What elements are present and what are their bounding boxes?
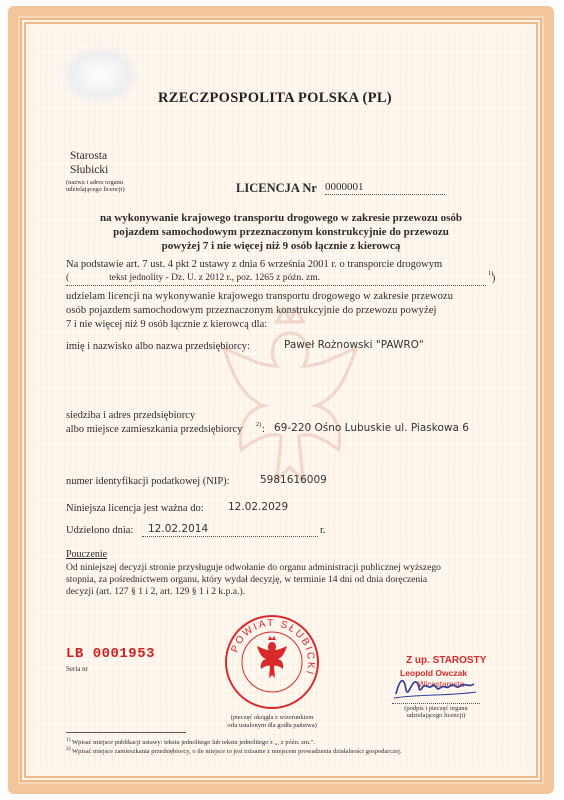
instruction-line1: Od niniejszej decyzji stronie przysługuje odwołanie do organu administracji publicznej wyższego bbox=[66, 562, 441, 573]
nip-value: 5981616009 bbox=[260, 474, 327, 486]
stamp-line3: Wicestarosta bbox=[418, 680, 465, 689]
signature-caption-line1: (podpis i pieczęć organu bbox=[404, 705, 468, 712]
series-number: LB 0001953 bbox=[66, 646, 156, 662]
valid-label: Niniejsza licencja jest ważna do: bbox=[66, 503, 204, 514]
grant-line1: udzielam licencji na wykonywanie krajowego transportu drogowego w zakresie przewozu bbox=[66, 291, 454, 302]
seal-text: POWIAT SŁUBICKI bbox=[229, 617, 317, 678]
licence-number bbox=[325, 181, 445, 195]
issued-label: Udzielono dnia: bbox=[66, 525, 134, 536]
valid-value: 12.02.2029 bbox=[228, 501, 289, 513]
basis-line1: Na podstawie art. 7 ust. 4 pkt 2 ustawy z dnia 6 września 2001 r. o transporcie drogowym bbox=[66, 259, 443, 270]
series-caption: Seria nr bbox=[66, 665, 88, 673]
instruction-title: Pouczenie bbox=[66, 549, 108, 560]
licence-document: RZECZPOSPOLITA POLSKA (PL) Starosta Słubicki (nazwa i adres organu udzielającego licencji) LICENCJA Nr 0000001 na wykonywanie krajowego transportu drogowego w zakresie przewozu osób pojazdem samochodowym przeznaczonym konstrukcyjnie do przewozu powyżej 7 i nie więcej niż 9 osób łącznie z kierowcą Na podstawie art. 7 ust. 4 pkt 2 ustawy z dnia 6 września 2001 r. o transporcie drogowym ( tekst jednolity - Dz. U. z 2012 r., poz. 1265 z późn. zm. 1) ) udzielam licencji na wykonywanie krajowego transportu drogowego w zakresie przewozu osób pojazdem samochodowym przeznaczonym konstrukcyjnie do przewozu powyżej 7 i nie więcej niż 9 osób łącznie z kierowcą dla: imię i nazwisko albo nazwa przedsiębiorcy: Paweł Rożnowski "PAWRO" siedziba i adres przedsiębiorcy albo miejsce zamieszkania przedsiębiorcy 2) : 69-220 Ośno Lubuskie ul. Piaskowa 6 numer identyfikacji podatkowej (NIP): 5981616009 Niniejsza licencja jest ważna do: 12.02.2029 Udzielono dnia: 12.02.2014 r. Pouczenie Od niniejszej decyzji stronie przysługuje odwołanie do organu administracji publicznej wyższego stopnia, za pośrednictwem organu, który wydał decyzję, w terminie 14 dni od dnia doręczenia decyzji (art. 127 § 1 i 2, art. 129 § 1 i 2 k.p.a.). LB 0001953 Seria nr POWIAT SŁUBICKI (pieczęć okrągła z wizerunkiem orła ustalonym dla godła państwa) Z up. STAROSTY Leopold Owczak Wicestarosta (podpis i pieczęć organu udzielającego licencji) $^{1)}$ Wpisać miejsce publikacji ustawy: tekstu jednolitego lub tekstu jednolitego z „, z późn. zm.". $^{2)}$ Wpisać miejsce zamieszkania przedsiębiorcy, o ile miejsce to jest tożsame z miejscem prowadzenia działalności gospodarczej. bbox=[0, 0, 564, 800]
footnote1-row: $^{1)}$ Wpisać miejsce publikacji ustawy: tekstu jednolitego lub tekstu jednolitego z „, z późn. zm.". bbox=[66, 737, 315, 747]
authority-caption-line1: (nazwa i adres organu bbox=[66, 179, 124, 186]
grant-line3: 7 i nie więcej niż 9 osób łącznie z kierowcą dla: bbox=[66, 319, 268, 330]
footnote-marker2: 2) bbox=[256, 421, 262, 428]
instruction-line3: decyzji (art. 127 § 1 i 2, art. 129 § 1 i 2 k.p.a.). bbox=[66, 586, 246, 597]
instruction-line2: stopnia, za pośrednictwem organu, który wydał decyzję, w terminie 14 dni od dnia doręczenia bbox=[66, 574, 428, 585]
seal-caption-line2: orła ustalonym dla godła państwa) bbox=[227, 722, 317, 729]
authority-caption-line2: udzielającego licencji) bbox=[66, 186, 125, 193]
signature-caption-line2: udzielającego licencji) bbox=[406, 712, 466, 719]
stamp-line1: Z up. STAROSTY bbox=[406, 655, 487, 666]
basis-line2-container: ( tekst jednolity - Dz. U. z 2012 r., poz. 1265 z późn. zm. bbox=[66, 272, 486, 286]
footnote-marker1: 1) bbox=[488, 270, 494, 277]
seat-value: 69-220 Ośno Lubuskie ul. Piaskowa 6 bbox=[274, 422, 469, 434]
subject-line1: na wykonywanie krajowego transportu drogowego w zakresie przewozu osób bbox=[100, 212, 462, 224]
document-heading: RZECZPOSPOLITA POLSKA (PL) bbox=[158, 90, 392, 106]
seat-label-line2: albo miejsce zamieszkania przedsiębiorcy bbox=[66, 424, 243, 435]
hologram-sticker bbox=[60, 45, 140, 105]
seal-caption-line1: (pieczęć okrągła z wizerunkiem bbox=[230, 714, 314, 721]
issued-suffix: r. bbox=[320, 525, 326, 536]
footnote1: Wpisać miejsce publikacji ustawy: tekstu jednolitego lub tekstu jednolitego z „, z późn. zm.". bbox=[72, 739, 315, 747]
licence-number-value: 0000001 bbox=[325, 181, 364, 193]
issued-date-field bbox=[142, 523, 318, 537]
round-seal-icon bbox=[222, 612, 322, 712]
name-value: Paweł Rożnowski "PAWRO" bbox=[284, 339, 424, 351]
authority-name-line2: Słubicki bbox=[70, 164, 109, 176]
subject-line2: pojazdem samochodowym przeznaczonym konstrukcyjnie do przewozu bbox=[113, 226, 449, 238]
seat-label-line1: siedziba i adres przedsiębiorcy bbox=[66, 410, 196, 421]
footnote2-row: $^{2)}$ Wpisać miejsce zamieszkania przedsiębiorcy, o ile miejsce to jest tożsame z miejscem prowadzenia działalności gospodarczej. bbox=[66, 746, 402, 756]
subject-line3: powyżej 7 i nie więcej niż 9 osób łącznie z kierowcą bbox=[161, 240, 401, 252]
signature-icon bbox=[390, 668, 480, 702]
grant-line2: osób pojazdem samochodowym przeznaczonym konstrukcyjnie do przewozu powyżej bbox=[66, 305, 437, 316]
issued-value: 12.02.2014 bbox=[148, 523, 209, 535]
footnote2: Wpisać miejsce zamieszkania przedsiębiorcy, o ile miejsce to jest tożsame z miejscem prowadzenia działalności gospodarczej. bbox=[72, 748, 402, 756]
nip-label: numer identyfikacji podatkowej (NIP): bbox=[66, 476, 230, 487]
authority-name-line1: Starosta bbox=[70, 150, 108, 162]
basis-line2: tekst jednolity - Dz. U. z 2012 r., poz. 1265 z późn. zm. bbox=[109, 273, 320, 283]
stamp-line2: Leopold Owczak bbox=[400, 668, 468, 678]
name-label: imię i nazwisko albo nazwa przedsiębiorcy: bbox=[66, 341, 250, 352]
licence-label: LICENCJA Nr bbox=[236, 181, 317, 195]
